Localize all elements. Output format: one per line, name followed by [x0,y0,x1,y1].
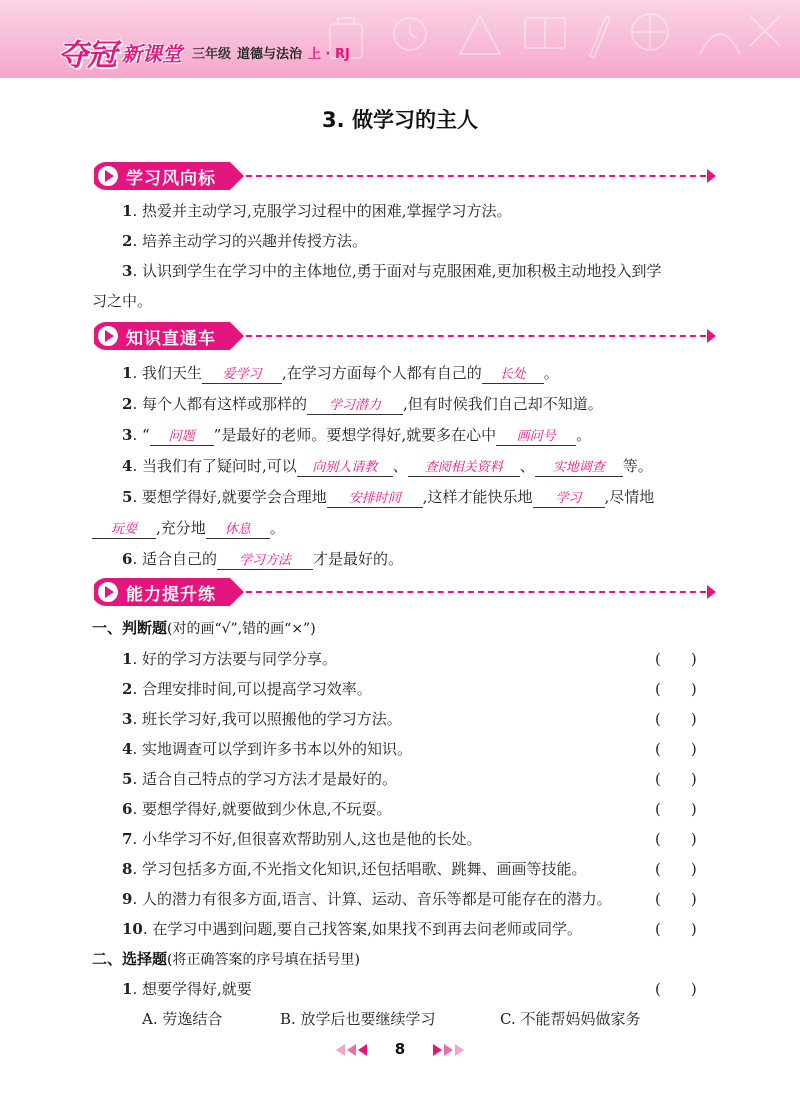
answer-parentheses[interactable]: ( ) [655,770,697,788]
choice-option-b[interactable]: B. 放学后也要继续学习 [280,1010,436,1028]
choice-option-c[interactable]: C. 不能帮妈妈做家务 [500,1010,641,1028]
subject-label: 道德与法治 [237,46,303,62]
grade-label: 三年级 [192,46,232,62]
answer-blank[interactable]: 长处 [482,367,544,384]
answer-blank[interactable]: 问题 [150,429,214,446]
dashed-divider [246,591,706,593]
brand-logo-sub: 新课堂 [122,41,182,66]
section-tab [94,162,244,190]
answer-blank[interactable]: 向别人请教 [297,460,393,477]
knowledge-item: 4. 当我们有了疑问时,可以 向别人请教 、 查阅相关资料 、 实地调查 等。 [122,457,653,475]
arrow-right-icon [707,329,716,343]
volume-label: 上 · RJ [308,46,350,62]
goal-item: 1. 热爱并主动学习,克服学习过程中的困难,掌握学习方法。 [122,202,512,220]
page-footer [0,1040,800,1058]
answer-parentheses[interactable]: ( ) [655,860,697,878]
answer-blank[interactable]: 休息 [206,522,270,539]
judge-item: 5. 适合自己特点的学习方法才是最好的。 [122,770,397,788]
arrow-right-icon [707,585,716,599]
play-icon [96,324,120,348]
section-title: 知识直通车 [126,328,216,349]
play-icon [96,580,120,604]
answer-blank[interactable]: 画问号 [496,429,576,446]
goal-item: 3. 认识到学生在学习中的主体地位,勇于面对与克服困难,更加积极主动地投入到学 [122,262,662,280]
judge-item: 3. 班长学习好,我可以照搬他的学习方法。 [122,710,402,728]
section-title: 能力提升练 [126,584,216,605]
answer-parentheses[interactable]: ( ) [655,890,697,908]
judge-item: 9. 人的潜力有很多方面,语言、计算、运动、音乐等都是可能存在的潜力。 [122,890,612,908]
answer-parentheses[interactable]: ( ) [655,710,697,728]
answer-blank[interactable]: 实地调查 [535,460,623,477]
choice-option-a[interactable]: A. 劳逸结合 [142,1010,223,1028]
knowledge-item: 2. 每个人都有这样或那样的 学习潜力 ,但有时候我们自己却不知道。 [122,395,603,413]
section-header-practice [94,578,716,606]
answer-blank[interactable]: 学习潜力 [307,398,403,415]
judge-item: 7. 小华学习不好,但很喜欢帮助别人,这也是他的长处。 [122,830,482,848]
answer-parentheses[interactable]: ( ) [655,980,697,998]
choice-question: 1. 想要学得好,就要 [122,980,252,998]
arrow-right-icon [707,169,716,183]
answer-blank[interactable]: 学习方法 [217,553,313,570]
answer-blank[interactable]: 学习 [533,491,605,508]
judge-item: 2. 合理安排时间,可以提高学习效率。 [122,680,372,698]
section-tab [94,578,244,606]
answer-blank[interactable]: 查阅相关资料 [408,460,520,477]
answer-blank[interactable]: 安排时间 [327,491,423,508]
play-icon [96,164,120,188]
prev-arrows-icon [335,1040,368,1058]
answer-parentheses[interactable]: ( ) [655,740,697,758]
knowledge-item: 5. 要想学得好,就要学会合理地 安排时间 ,这样才能快乐地 学习 ,尽情地 [122,488,655,506]
dashed-divider [246,175,706,177]
answer-parentheses[interactable]: ( ) [655,650,697,668]
section-header-goals [94,162,716,190]
section-tab [94,322,244,350]
judge-item: 6. 要想学得好,就要做到少休息,不玩耍。 [122,800,392,818]
goal-item-continued: 习之中。 [92,292,153,310]
judge-heading: 一、判断题(对的画“√”,错的画“×”) [92,619,316,637]
school-doodle-decoration [320,4,790,66]
answer-parentheses[interactable]: ( ) [655,800,697,818]
choice-heading: 二、选择题(将正确答案的序号填在括号里) [92,950,360,968]
section-header-knowledge [94,322,716,350]
judge-item: 4. 实地调查可以学到许多书本以外的知识。 [122,740,412,758]
judge-item: 1. 好的学习方法要与同学分享。 [122,650,337,668]
knowledge-item: 6. 适合自己的 学习方法 才是最好的。 [122,550,403,568]
knowledge-item: 3. “ 问题 ”是最好的老师。要想学得好,就要多在心中 画问号 。 [122,426,592,444]
page-header [0,0,800,78]
dashed-divider [246,335,706,337]
judge-item: 10. 在学习中遇到问题,要自己找答案,如果找不到再去问老师或同学。 [122,920,582,938]
brand-block [58,30,350,74]
answer-parentheses[interactable]: ( ) [655,920,697,938]
judge-item: 8. 学习包括多方面,不光指文化知识,还包括唱歌、跳舞、画画等技能。 [122,860,587,878]
answer-blank[interactable]: 爱学习 [202,367,282,384]
section-title: 学习风向标 [126,168,216,189]
next-arrows-icon [432,1040,465,1058]
brand-logo-main: 夺冠 [58,38,116,73]
answer-parentheses[interactable]: ( ) [655,680,697,698]
page-number: 8 [394,1040,406,1058]
knowledge-item-continued: 玩耍 ,充分地 休息 。 [92,517,285,539]
goal-item: 2. 培养主动学习的兴趣并传授方法。 [122,232,367,250]
answer-blank[interactable]: 玩耍 [92,522,156,539]
lesson-title: 3. 做学习的主人 [322,108,478,132]
knowledge-item: 1. 我们天生 爱学习 ,在学习方面每个人都有自己的 长处 。 [122,364,559,382]
answer-parentheses[interactable]: ( ) [655,830,697,848]
